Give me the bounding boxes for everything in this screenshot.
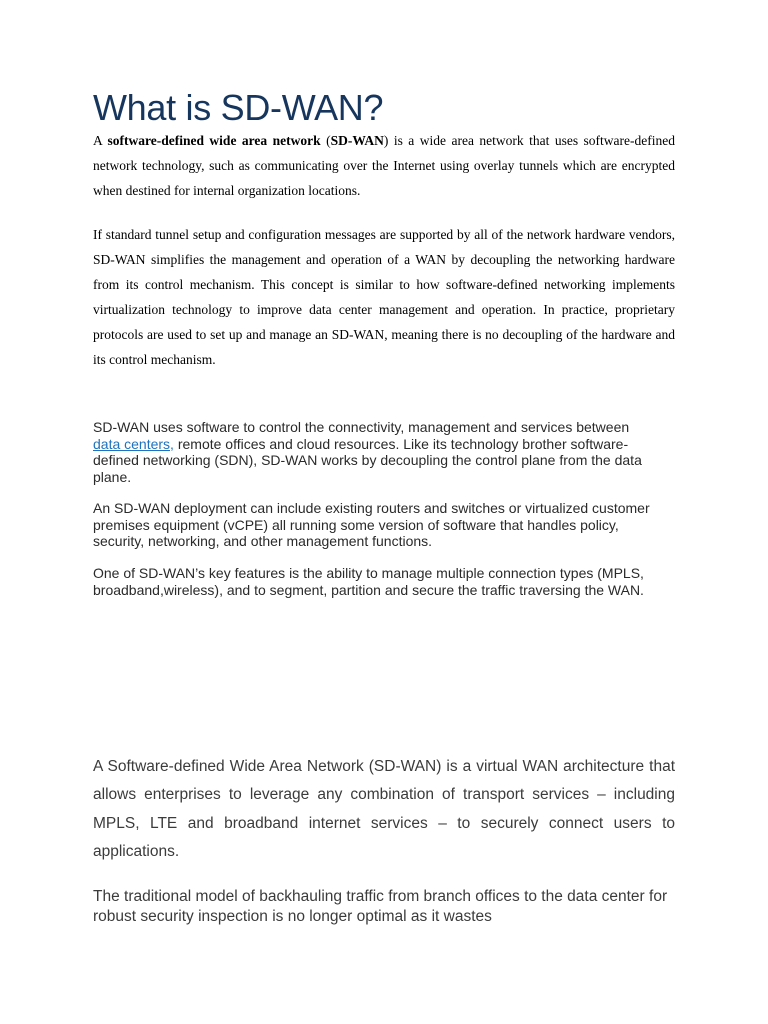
paragraph-virtual-wan: A Software-defined Wide Area Network (SD-WAN) is a virtual WAN architecture that allows enterprises to leverage any combination of transport services – including MPLS, LTE and broadband internet services – to securely connect users to applications. [93, 758, 675, 860]
paragraph-tunnel-setup: If standard tunnel setup and configuration messages are supported by all of the network hardware vendors, SD-WAN simplifies the management and operation of a WAN by decoupling the networking hardware from its control mechanism. This concept is similar to how software-defined networking implements virtualization technology to improve data center management and operation. In practice, proprietary protocols are used to set up and manage an SD-WAN, meaning there is no decoupling of the hardware and its control mechanism. [93, 227, 675, 367]
page-title: What is SD-WAN? [93, 87, 384, 128]
paragraph-connectivity-start: SD-WAN uses software to control the connectivity, management and services between [93, 419, 630, 435]
data-centers-link[interactable]: data centers, [93, 435, 174, 452]
term-sd-wan: SD-WAN [330, 133, 384, 148]
paragraph-key-features: One of SD-WAN’s key features is the ability to manage multiple connection types (MPLS, broadband,wireless), and to segment, partition and secure the traffic traversing the WAN. [93, 565, 644, 598]
paragraph-definition-rest: ) is a wide area network that uses software-defined network technology, such as communicating over the Internet using overlay tunnels which are encrypted when destined for internal organization locations. [93, 133, 675, 198]
paragraph-definition-lead: A [93, 133, 108, 148]
paragraph-connectivity-end: remote offices and cloud resources. Like its technology brother software-defined networking (SDN), SD-WAN works by decoupling the control plane from the data plane. [93, 435, 642, 486]
paragraph-definition [93, 128, 675, 203]
term-software-defined-wan: software-defined wide area network [107, 133, 321, 148]
paragraph-connectivity [93, 419, 653, 486]
paragraph-definition-paren: ( [320, 133, 331, 148]
paragraph-deployment: An SD-WAN deployment can include existing routers and switches or virtualized customer premises equipment (vCPE) all running some version of software that handles policy, security, networking, and other management functions. [93, 500, 650, 550]
paragraph-backhauling: The traditional model of backhauling traffic from branch offices to the data center for robust security inspection is no longer optimal as it wastes [93, 888, 668, 925]
